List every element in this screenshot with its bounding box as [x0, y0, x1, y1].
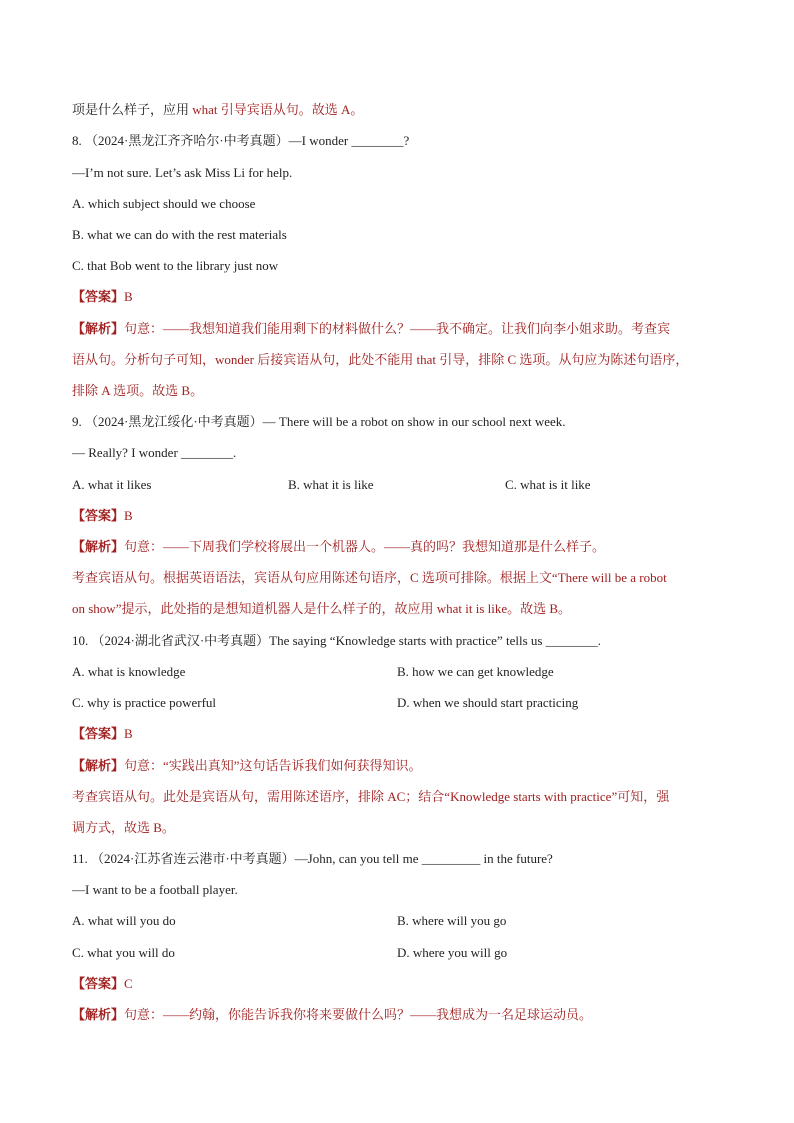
q10-analysis-line3: 调方式，故选 B。: [72, 820, 175, 835]
q9-analysis-line3: on show”提示，此处指的是想知道机器人是什么样子的，故应用 what it is like。故选 B。: [72, 601, 572, 616]
q8-analysis-line1: 【解析】句意：——我想知道我们能用剩下的材料做什么？——我不确定。让我们向李小姐求助。考查宾: [72, 321, 671, 336]
q8-stem: 8. （2024·黑龙江齐齐哈尔·中考真题）—I wonder ________?: [72, 133, 410, 148]
q10-option-d: D. when we should start practicing: [397, 695, 579, 710]
q9-analysis-line2: 考查宾语从句。根据英语语法，宾语从句应用陈述句语序，C 选项可排除。根据上文“There will be a robot: [72, 570, 667, 585]
q9-option-a: A. what it likes: [72, 477, 152, 492]
q9-analysis-line1: 【解析】句意：——下周我们学校将展出一个机器人。——真的吗？我想知道那是什么样子。: [72, 539, 606, 554]
q11-options-row2: [72, 944, 734, 962]
q11-option-a: A. what will you do: [72, 913, 176, 928]
q10-answer: 【答案】B: [72, 726, 133, 741]
q8-option-a: A. which subject should we choose: [72, 196, 256, 211]
q9-reply: — Really? I wonder ________.: [72, 445, 237, 460]
q7-analysis-tail: 项是什么样子，应用 what 引导宾语从句。故选 A。: [72, 102, 364, 117]
q10-options-row2: [72, 694, 734, 712]
q9-option-b: B. what it is like: [288, 477, 374, 492]
q9-options: [72, 476, 734, 494]
q8-answer: 【答案】B: [72, 289, 133, 304]
q10-option-b: B. how we can get knowledge: [397, 664, 554, 679]
q8-analysis-line2: 语从句。分析句子可知，wonder 后接宾语从句，此处不能用 that 引导，排除 C 选项。从句应为陈述句语序，: [72, 352, 689, 367]
q10-analysis-line2: 考查宾语从句。此处是宾语从句，需用陈述语序，排除 AC；结合“Knowledge starts with practice”可知，强: [72, 789, 670, 804]
q10-option-c: C. why is practice powerful: [72, 695, 217, 710]
q11-options-row1: [72, 912, 734, 930]
q8-reply: —I’m not sure. Let’s ask Miss Li for help.: [72, 165, 293, 180]
q10-option-a: A. what is knowledge: [72, 664, 186, 679]
q8-analysis-line3: 排除 A 选项。故选 B。: [72, 383, 204, 398]
q9-answer: 【答案】B: [72, 508, 133, 523]
q10-analysis-line1: 【解析】句意：“实践出真知”这句话告诉我们如何获得知识。: [72, 758, 422, 773]
q10-options-row1: [72, 663, 734, 681]
q11-reply: —I want to be a football player.: [72, 882, 238, 897]
q11-option-c: C. what you will do: [72, 945, 175, 960]
q8-option-c: C. that Bob went to the library just now: [72, 258, 279, 273]
q9-option-c: C. what is it like: [505, 477, 591, 492]
q8-option-b: B. what we can do with the rest materials: [72, 227, 287, 242]
q10-stem: 10. （2024·湖北省武汉·中考真题）The saying “Knowledge starts with practice” tells us ________.: [72, 633, 601, 648]
q9-stem: 9. （2024·黑龙江绥化·中考真题）— There will be a robot on show in our school next week.: [72, 414, 566, 429]
q11-answer: 【答案】C: [72, 976, 133, 991]
q11-option-b: B. where will you go: [397, 913, 507, 928]
q11-stem: 11. （2024·江苏省连云港市·中考真题）—John, can you tell me _________ in the future?: [72, 851, 553, 866]
q11-analysis-line1: 【解析】句意：——约翰，你能告诉我你将来要做什么吗？——我想成为一名足球运动员。: [72, 1007, 593, 1022]
q11-option-d: D. where you will go: [397, 945, 508, 960]
